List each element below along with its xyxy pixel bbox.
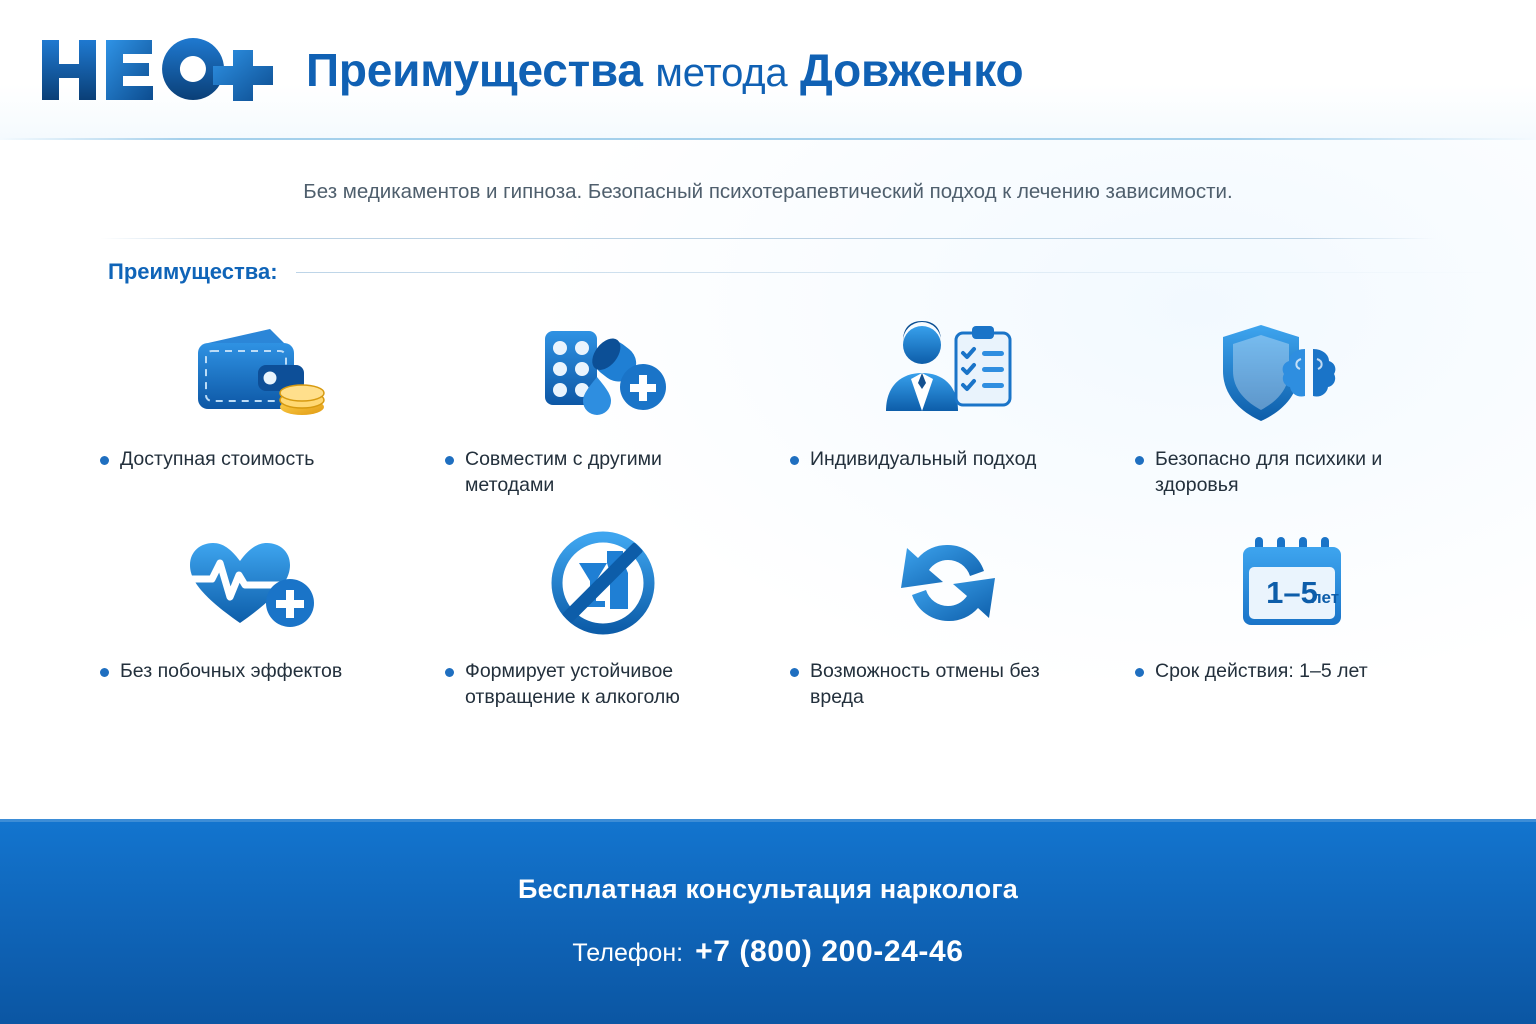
bullet-dot-icon — [445, 456, 454, 465]
advantage-item — [86, 309, 431, 499]
subtitle-section — [0, 140, 1536, 239]
advantages-section-header — [108, 259, 1496, 285]
wallet-coins-icon — [92, 309, 425, 441]
advantage-item — [776, 309, 1121, 499]
advantage-bullet — [437, 659, 735, 711]
title-part-1: Преимущества — [306, 44, 643, 96]
advantage-item — [431, 521, 776, 711]
bullet-dot-icon — [445, 668, 454, 677]
advantage-item — [86, 521, 431, 711]
advantages-grid — [86, 309, 1466, 711]
refresh-arrows-icon — [782, 521, 1115, 653]
footer-cta — [0, 819, 1536, 1024]
bullet-dot-icon — [1135, 668, 1144, 677]
advantage-item — [431, 309, 776, 499]
advantage-item — [1121, 521, 1466, 711]
bullet-dot-icon — [1135, 456, 1144, 465]
calendar-unit: лет — [1310, 587, 1339, 607]
advantage-label: Доступная стоимость — [120, 448, 315, 470]
title-part-2: метода — [655, 51, 788, 95]
phone-label: Телефон: — [572, 939, 684, 967]
advantage-bullet — [1127, 659, 1368, 685]
advantage-bullet — [782, 659, 1080, 711]
footer-phone-block — [572, 935, 963, 969]
calendar-icon — [1127, 521, 1460, 653]
advantage-label: Без побочных эффектов — [120, 659, 343, 682]
footer-title: Бесплатная консультация нарколога — [517, 874, 1018, 904]
bullet-dot-icon — [790, 456, 799, 465]
logo-icon — [38, 32, 278, 108]
advantage-bullet — [437, 447, 735, 499]
advantage-label: Срок действия: 1–5 лет — [1155, 659, 1368, 682]
heart-pulse-cross-icon — [92, 521, 425, 653]
bullet-dot-icon — [100, 668, 109, 677]
title-part-3: Довженко — [800, 44, 1024, 96]
section-rule — [296, 272, 1496, 273]
advantage-label: Формирует устойчивое отвращение к алкоголю — [465, 659, 680, 708]
bullet-dot-icon — [790, 668, 799, 677]
subtitle-text: Без медикаментов и гипноза. Безопасный психотерапевтический подход к лечению зависимости. — [303, 180, 1233, 203]
page-title — [306, 44, 1024, 96]
logo-neo-plus — [38, 34, 278, 106]
bullet-dot-icon — [100, 456, 109, 465]
pills-cross-icon — [437, 309, 770, 441]
subtitle-divider — [100, 238, 1436, 239]
no-alcohol-icon — [437, 521, 770, 653]
advantage-item — [776, 521, 1121, 711]
section-label: Преимущества: — [108, 259, 278, 284]
advantage-label: Индивидуальный подход — [810, 448, 1037, 470]
shield-brain-icon — [1127, 309, 1460, 441]
page-header — [0, 0, 1536, 140]
phone-number[interactable]: +7 (800) 200-24-46 — [695, 935, 964, 968]
doctor-checklist-icon — [782, 309, 1115, 441]
advantage-label: Совместим с другими методами — [465, 448, 662, 496]
advantage-bullet — [92, 447, 314, 473]
advantage-label: Безопасно для психики и здоровья — [1155, 448, 1383, 496]
advantage-bullet — [782, 447, 1036, 473]
advantage-bullet — [1127, 447, 1425, 499]
advantage-bullet — [92, 659, 342, 685]
advantage-label: Возможность отмены без вреда — [810, 659, 1040, 708]
calendar-number: 1–5 — [1265, 574, 1318, 610]
advantage-item — [1121, 309, 1466, 499]
